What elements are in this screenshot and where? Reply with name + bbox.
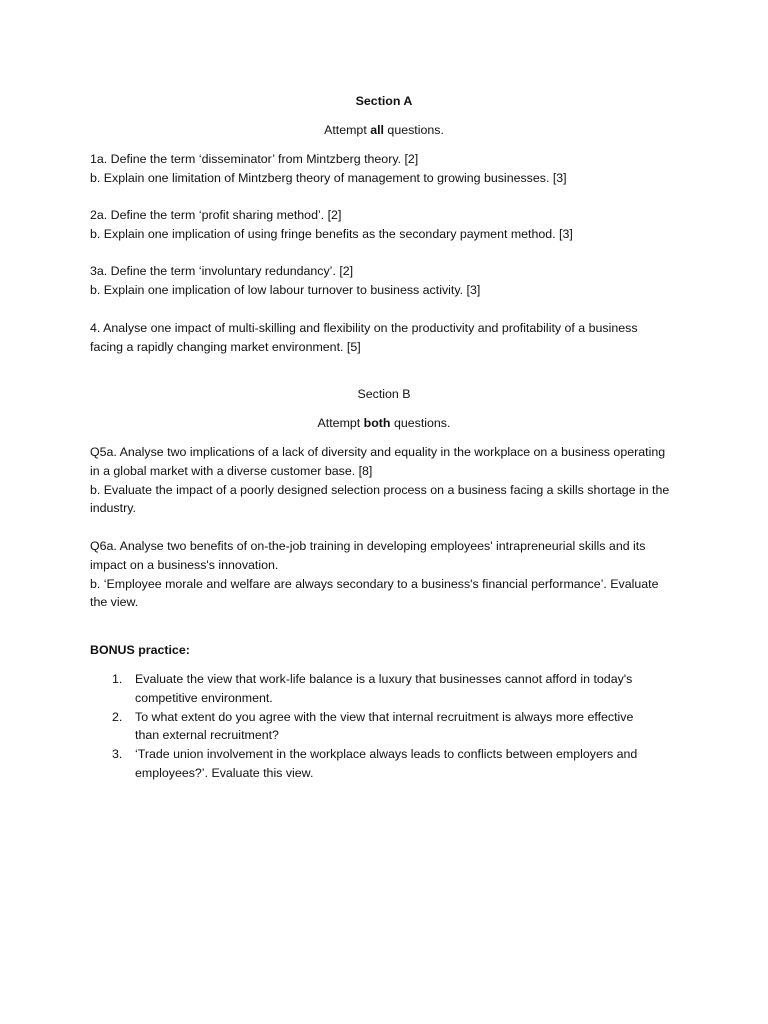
- question-2: [90, 206, 690, 244]
- question-4-line-1: 4. Analyse one impact of multi-skilling and flexibility on the productivity and profitability of a business: [90, 321, 638, 335]
- question-4: [90, 319, 690, 357]
- question-6a-line-1: Q6a. Analyse two benefits of on-the-job training in developing employees' intrapreneurial skills and its: [90, 539, 646, 553]
- bonus-item-number: 2.: [112, 709, 123, 724]
- bonus-item-3-line-2: employees?’. Evaluate this view.: [135, 765, 314, 780]
- question-1: [90, 150, 690, 188]
- question-3a: 3a. Define the term ‘involuntary redundancy’. [2]: [90, 264, 354, 278]
- question-5b-line-1: b. Evaluate the impact of a poorly designed selection process on a business facing a skills shortage in the: [90, 482, 670, 497]
- bonus-heading: BONUS practice:: [90, 643, 190, 657]
- question-2b: b. Explain one implication of using fringe benefits as the secondary payment method. [3]: [90, 226, 573, 241]
- question-1b: b. Explain one limitation of Mintzberg theory of management to growing businesses. [3]: [90, 170, 567, 185]
- section-b-heading: Section B: [357, 387, 411, 401]
- section-a-instruction: Attempt all questions.: [324, 123, 444, 137]
- question-1a: 1a. Define the term ‘disseminator’ from Mintzberg theory. [2]: [90, 152, 419, 166]
- bonus-item-1-line-1: Evaluate the view that work-life balance is a luxury that businesses cannot afford in today's: [135, 672, 633, 686]
- question-5: [90, 443, 690, 518]
- section-a-heading: Section A: [355, 94, 413, 108]
- bonus-item-2-line-2: than external recruitment?: [135, 728, 279, 743]
- bonus-list: [90, 670, 690, 783]
- question-5b-line-2: industry.: [90, 501, 136, 516]
- question-2a: 2a. Define the term ‘profit sharing method’. [2]: [90, 208, 342, 222]
- bonus-item-3-line-1: ‘Trade union involvement in the workplace always leads to conflicts between employers and: [135, 747, 638, 762]
- bonus-item-1-line-2: competitive environment.: [135, 690, 273, 705]
- list-item: [90, 670, 690, 708]
- bonus-item-number: 3.: [112, 747, 123, 762]
- list-item: [90, 708, 690, 746]
- question-5a-line-1: Q5a. Analyse two implications of a lack of diversity and equality in the workplace on a business operating: [90, 445, 666, 459]
- bonus-item-number: 1.: [112, 672, 123, 686]
- bonus-item-2-line-1: To what extent do you agree with the view that internal recruitment is always more effective: [135, 709, 634, 724]
- question-6b-line-1: b. ‘Employee morale and welfare are always secondary to a business's financial performance’. Evaluate: [90, 576, 659, 591]
- question-3b: b. Explain one implication of low labour turnover to business activity. [3]: [90, 282, 481, 297]
- question-5a-line-2: in a global market with a diverse customer base. [8]: [90, 463, 373, 478]
- section-b-instruction: Attempt both questions.: [317, 416, 451, 430]
- question-3: [90, 262, 690, 300]
- list-item: [90, 745, 690, 783]
- question-6a-line-2: impact on a business's innovation.: [90, 557, 279, 572]
- question-6b-line-2: the view.: [90, 595, 139, 610]
- question-6: [90, 537, 690, 612]
- question-4-line-2: facing a rapidly changing market environment. [5]: [90, 339, 361, 354]
